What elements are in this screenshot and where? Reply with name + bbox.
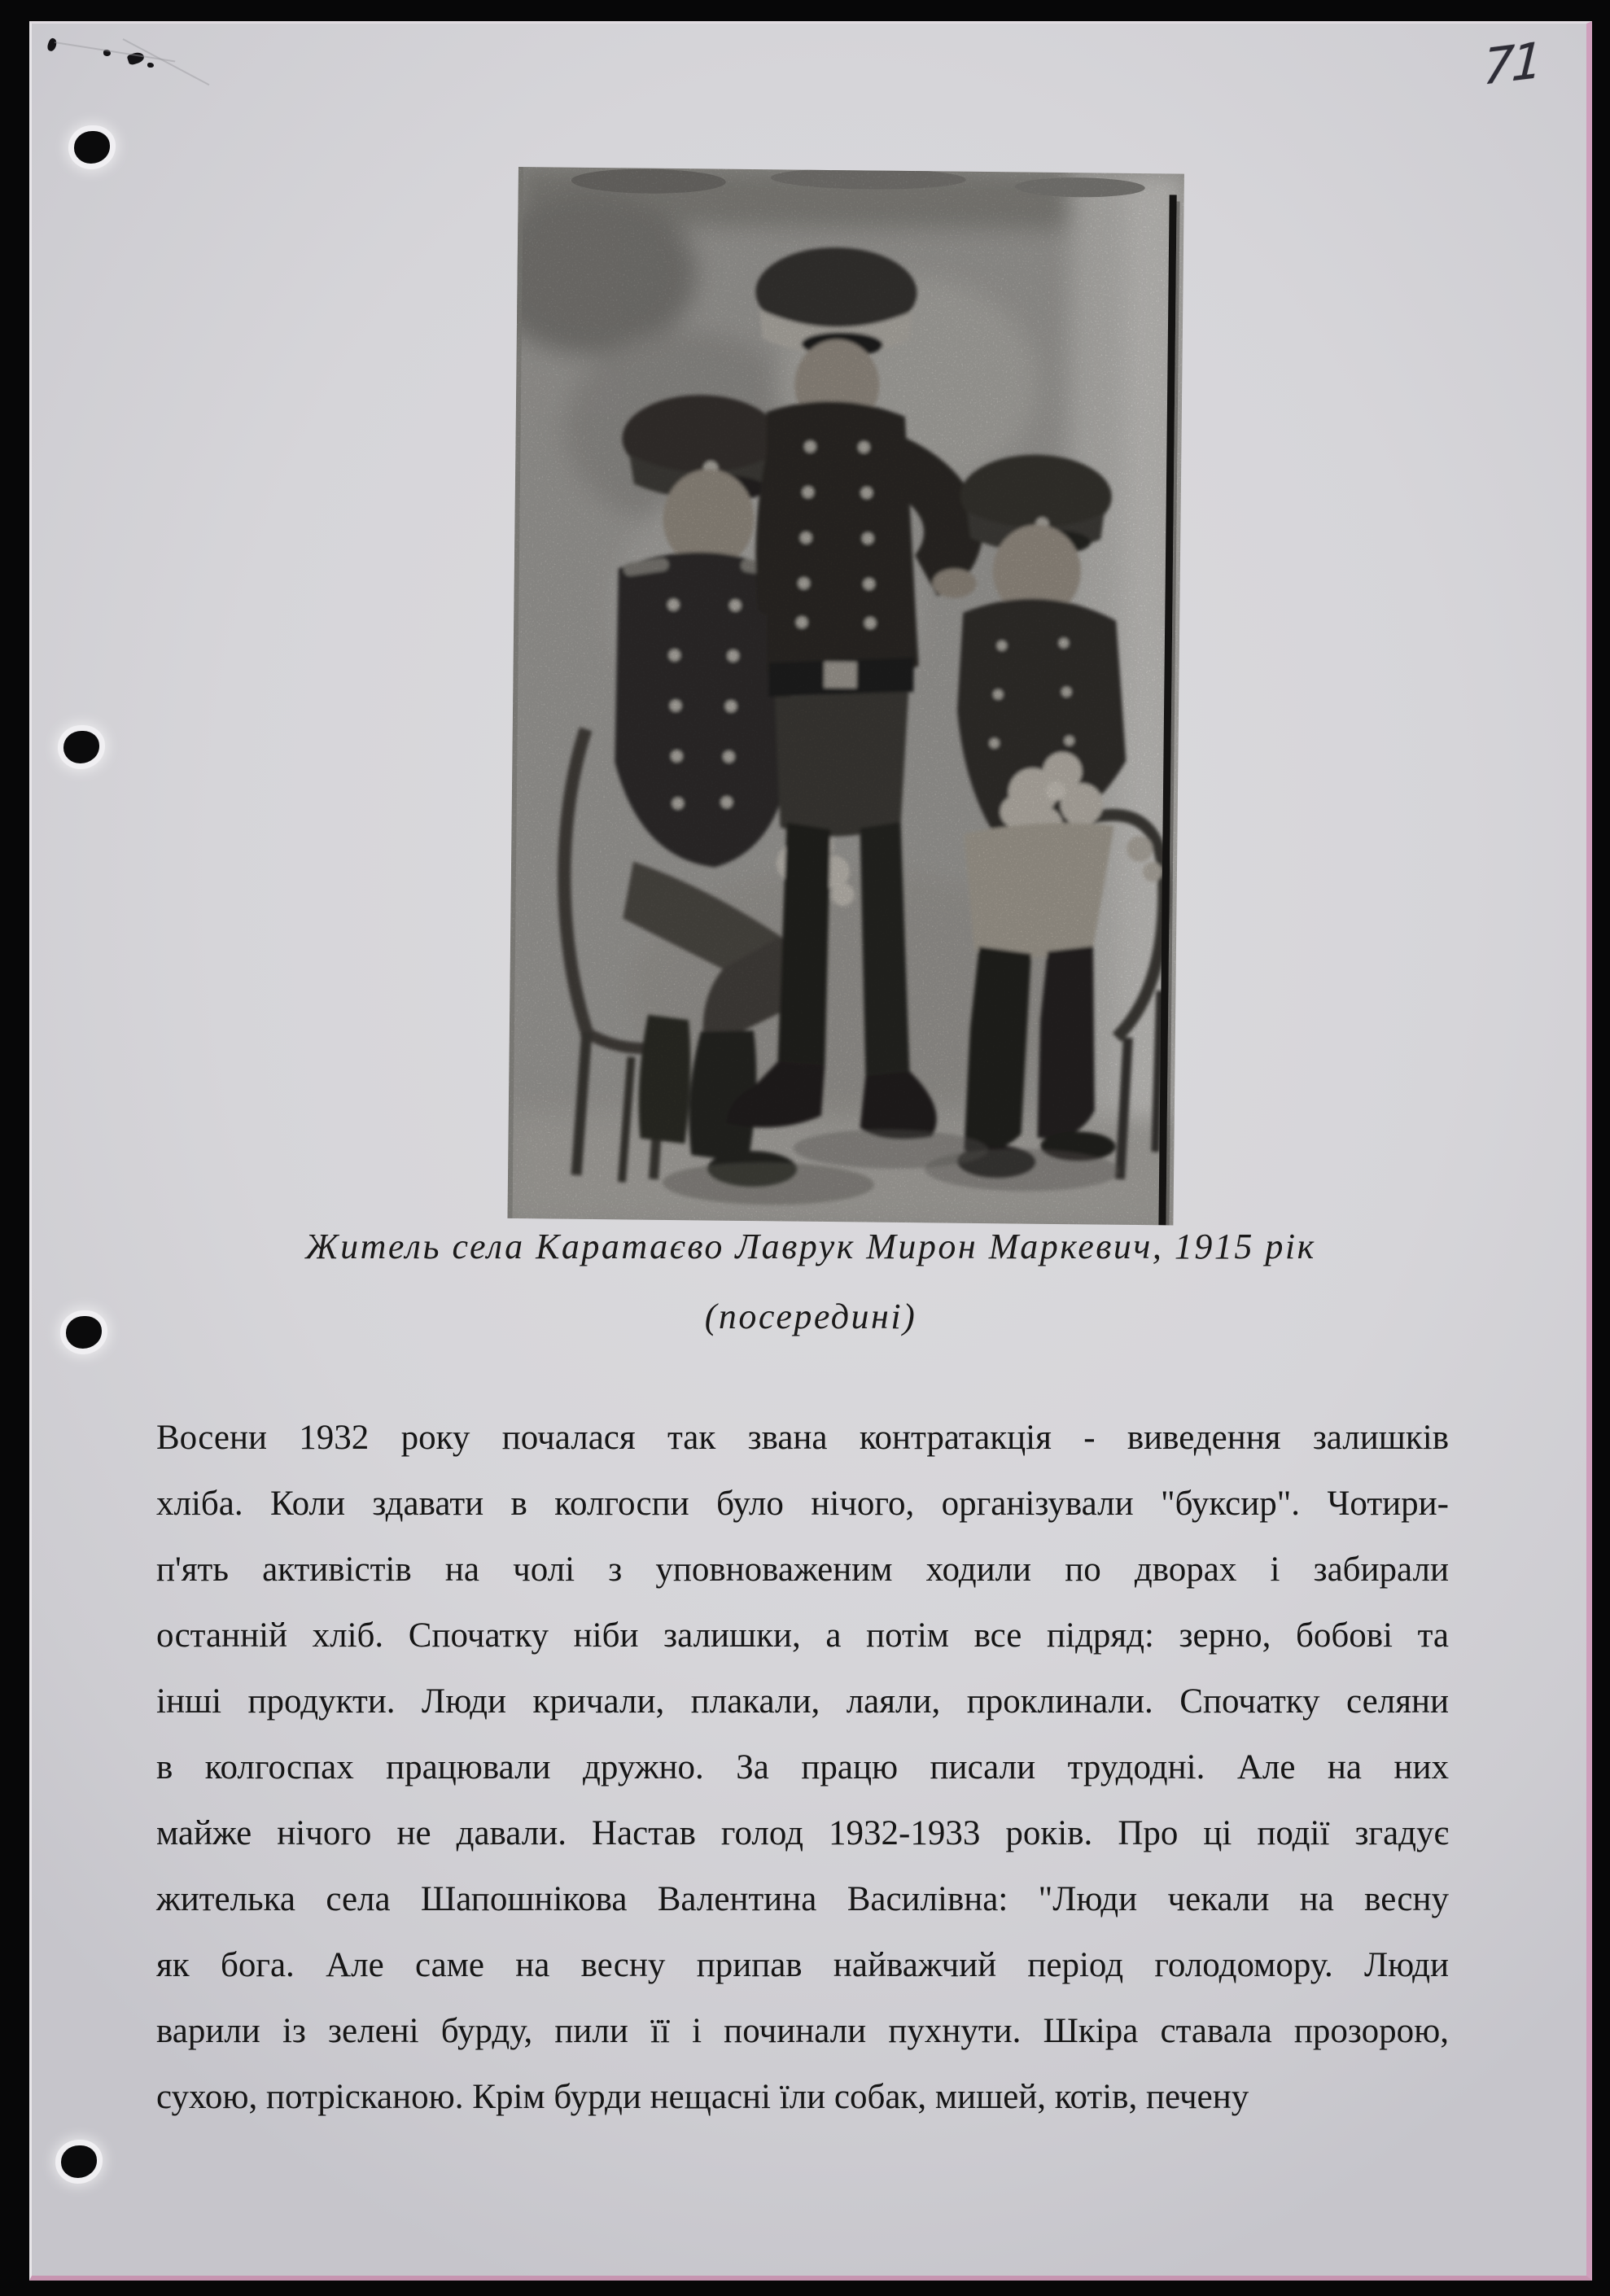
body-line: хліба. Коли здавати в колгоспи було нічого, організували "буксир". Чотири- [156,1485,1449,1523]
punch-hole-2 [63,731,99,763]
photo-caption-line-2: (посередині) [704,1297,917,1336]
body-text [156,1405,1449,2130]
body-line: як бога. Але саме на весну припав найважчий період голодомору. Люди [156,1946,1449,1984]
body-line: жителька села Шапошнікова Валентина Василівна: "Люди чекали на весну [156,1880,1449,1918]
punch-hole-4 [61,2145,97,2178]
ink-speck [147,63,154,68]
body-line: останній хліб. Спочатку ніби залишки, а потім все підряд: зерно, бобові та [156,1616,1449,1655]
body-line: п'ять активістів на чолі з уповноваженим ходили по дворах і забирали [156,1550,1449,1589]
punch-hole-1 [74,131,110,164]
body-line: сухою, потрісканою. Крім бурди нещасні їли собак, мишей, котів, печену [156,2078,1249,2116]
photograph [507,167,1183,1225]
body-line: інші продукти. Люди кричали, плакали, лаяли, проклинали. Спочатку селяни [156,1682,1449,1721]
body-line: в колгоспах працювали дружно. За працю писали трудодні. Але на них [156,1748,1449,1787]
ink-speck [46,37,59,52]
handwritten-page-number: 71 [1481,32,1542,97]
body-line: майже нічого не давали. Настав голод 1932-1933 років. Про ці події згадує [156,1814,1449,1852]
photo-caption-line-1: Житель села Каратаєво Лаврук Мирон Маркевич, 1915 рік [305,1227,1316,1266]
body-line: варили із зелені бурду, пили її і починали пухнути. Шкіра ставала прозорою, [156,2012,1449,2050]
paper-crease [55,42,175,62]
body-line: Восени 1932 року почалася так звана контратакція - виведення залишків [156,1419,1449,1457]
